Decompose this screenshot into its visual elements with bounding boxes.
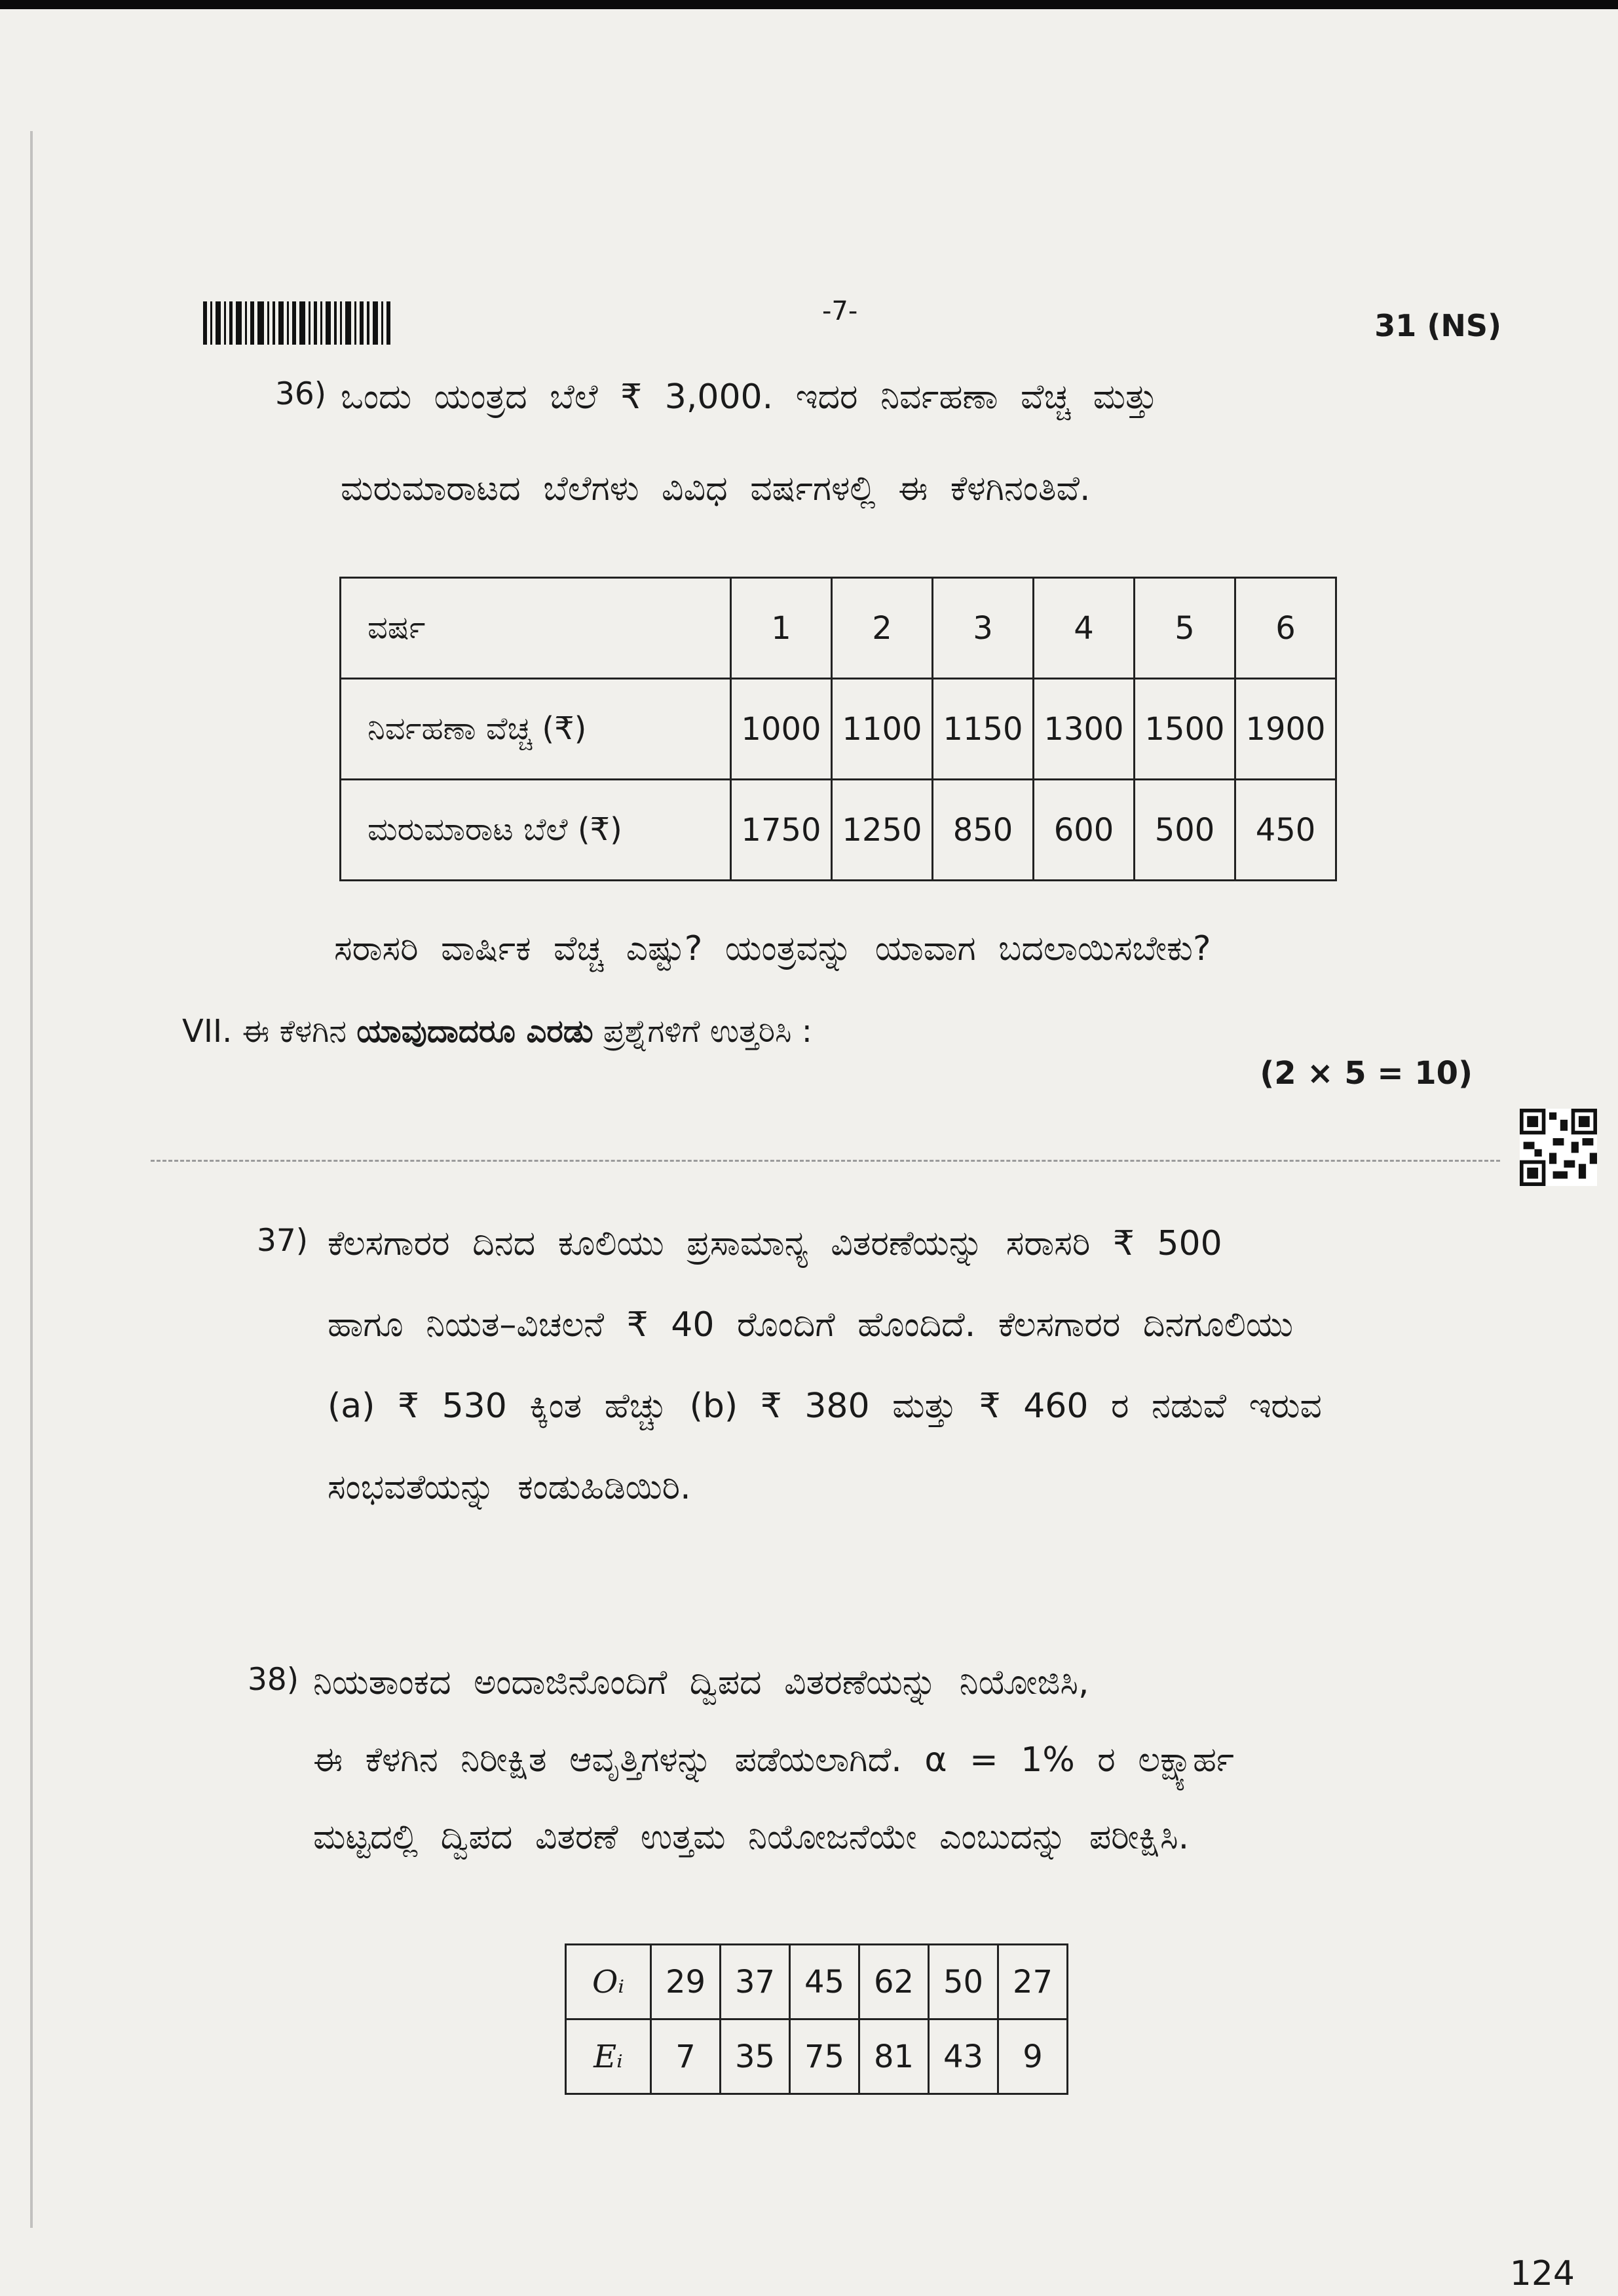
question-38-text — [313, 1662, 1492, 1858]
observed-label: Oᵢ — [566, 1945, 651, 2019]
barcode-image — [203, 301, 413, 345]
q37-line-3: (a) ₹ 530 ಕ್ಕಿಂತ ಹೆಚ್ಚು (b) ₹ 380 ಮತ್ತು ₹ 460 ರ ನಡುವೆ ಇರುವ — [328, 1387, 1322, 1426]
table-cell: 1100 — [832, 679, 933, 780]
table-cell: 9 — [998, 2019, 1068, 2094]
footer-page-id: 124 — [1509, 2254, 1575, 2293]
q37-line-2: ಹಾಗೂ ನಿಯತ–ವಿಚಲನೆ ₹ 40 ರೊಂದಿಗೆ ಹೊಂದಿದೆ. ಕೆಲಸಗಾರರ ದಿನಗೂಲಿಯು — [328, 1305, 1294, 1345]
question-36-number: 36) — [275, 376, 327, 412]
year-cell: 4 — [1034, 578, 1135, 679]
table-cell: 7 — [651, 2019, 721, 2094]
table-cell: 500 — [1135, 780, 1235, 881]
table-cell: 1500 — [1135, 679, 1235, 780]
table-cell: 50 — [929, 1945, 998, 2019]
q37-line-1: ಕೆಲಸಗಾರರ ದಿನದ ಕೂಲಿಯು ಪ್ರಸಾಮಾನ್ಯ ವಿತರಣೆಯನ್ನು ಸರಾಸರಿ ₹ 500 — [328, 1224, 1222, 1263]
section-instruction — [182, 1013, 812, 1050]
q36-line-2: ಮರುಮಾರಾಟದ ಬೆಲೆಗಳು ವಿವಿಧ ವರ್ಷಗಳಲ್ಲಿ ಈ ಕೆಳಗಿನಂತಿವೆ. — [341, 469, 1091, 508]
table-cell: 1150 — [933, 679, 1034, 780]
scan-left-edge — [30, 131, 33, 2228]
q36-question-line: ಸರಾಸರಿ ವಾರ್ಷಿಕ ವೆಚ್ಚ ಎಷ್ಟು? ಯಂತ್ರವನ್ನು ಯಾವಾಗ ಬದಲಾಯಿಸಬೇಕು? — [334, 929, 1211, 968]
table-cell: 81 — [859, 2019, 929, 2094]
table-cell: 450 — [1235, 780, 1336, 881]
table-cell: 1300 — [1034, 679, 1135, 780]
section-marks: (2 × 5 = 10) — [1260, 1055, 1473, 1092]
table-row — [341, 578, 1336, 679]
q38-line-3: ಮಟ್ಟದಲ್ಲಿ ದ್ವಿಪದ ವಿತರಣೆ ಉತ್ತಮ ನಿಯೋಜನೆಯೇ ಎಂಬುದನ್ನು ಪರೀಕ್ಷಿಸಿ. — [313, 1818, 1190, 1857]
question-37-number: 37) — [257, 1223, 309, 1259]
table-cell: 62 — [859, 1945, 929, 2019]
question-36-text — [341, 376, 1513, 510]
table-cell: 1250 — [832, 780, 933, 881]
q38-line-2: ಈ ಕೆಳಗಿನ ನಿರೀಕ್ಷಿತ ಆವೃತ್ತಿಗಳನ್ನು ಪಡೆಯಲಾಗಿದೆ. α = 1% ರ ಲಕ್ಷ್ಯಾರ್ಹ — [313, 1740, 1234, 1780]
year-cell: 2 — [832, 578, 933, 679]
q38-frequency-table — [565, 1943, 1068, 2095]
question-38-number: 38) — [248, 1662, 299, 1698]
table-cell: 850 — [933, 780, 1034, 881]
year-cell: 5 — [1135, 578, 1235, 679]
table-cell: 27 — [998, 1945, 1068, 2019]
qr-code-icon — [1520, 1109, 1597, 1186]
scan-top-border — [0, 0, 1618, 9]
q36-line-1: ಒಂದು ಯಂತ್ರದ ಬೆಲೆ ₹ 3,000. ಇದರ ನಿರ್ವಹಣಾ ವೆಚ್ಚ ಮತ್ತು — [341, 377, 1157, 417]
section-text-after: ಪ್ರಶ್ನೆಗಳಿಗೆ ಉತ್ತರಿಸಿ : — [603, 1013, 812, 1050]
table-cell: 75 — [790, 2019, 859, 2094]
table-cell: 43 — [929, 2019, 998, 2094]
table-cell: 600 — [1034, 780, 1135, 881]
section-text-before: ಈ ಕೆಳಗಿನ — [242, 1013, 347, 1050]
table-cell: 29 — [651, 1945, 721, 2019]
resale-price-label: ಮರುಮಾರಾಟ ಬೆಲೆ (₹) — [341, 780, 731, 881]
table-row — [341, 780, 1336, 881]
section-number: VII. — [182, 1013, 233, 1050]
year-cell: 6 — [1235, 578, 1336, 679]
maintenance-cost-label: ನಿರ್ವಹಣಾ ವೆಚ್ಚ (₹) — [341, 679, 731, 780]
year-cell: 3 — [933, 578, 1034, 679]
paper-code: 31 (NS) — [1374, 308, 1501, 343]
table-row — [341, 679, 1336, 780]
expected-label: Eᵢ — [566, 2019, 651, 2094]
dashed-divider — [151, 1160, 1500, 1162]
table-cell: 37 — [721, 1945, 790, 2019]
page-number: -7- — [822, 296, 858, 326]
year-header: ವರ್ಷ — [341, 578, 731, 679]
table-cell: 35 — [721, 2019, 790, 2094]
q37-line-4: ಸಂಭವತೆಯನ್ನು ಕಂಡುಹಿಡಿಯಿರಿ. — [328, 1468, 691, 1507]
table-row — [566, 2019, 1068, 2094]
question-37-text — [328, 1223, 1494, 1508]
q36-cost-table — [339, 577, 1337, 881]
table-cell: 1750 — [731, 780, 832, 881]
year-cell: 1 — [731, 578, 832, 679]
q38-line-1: ನಿಯತಾಂಕದ ಅಂದಾಜಿನೊಂದಿಗೆ ದ್ವಿಪದ ವಿತರಣೆಯನ್ನು ನಿಯೋಜಿಸಿ, — [313, 1663, 1089, 1702]
question-36-ask — [334, 928, 1513, 970]
table-cell: 45 — [790, 1945, 859, 2019]
table-cell: 1900 — [1235, 679, 1336, 780]
table-cell: 1000 — [731, 679, 832, 780]
table-row — [566, 1945, 1068, 2019]
section-text-bold: ಯಾವುದಾದರೂ ಎರಡು — [356, 1013, 593, 1050]
